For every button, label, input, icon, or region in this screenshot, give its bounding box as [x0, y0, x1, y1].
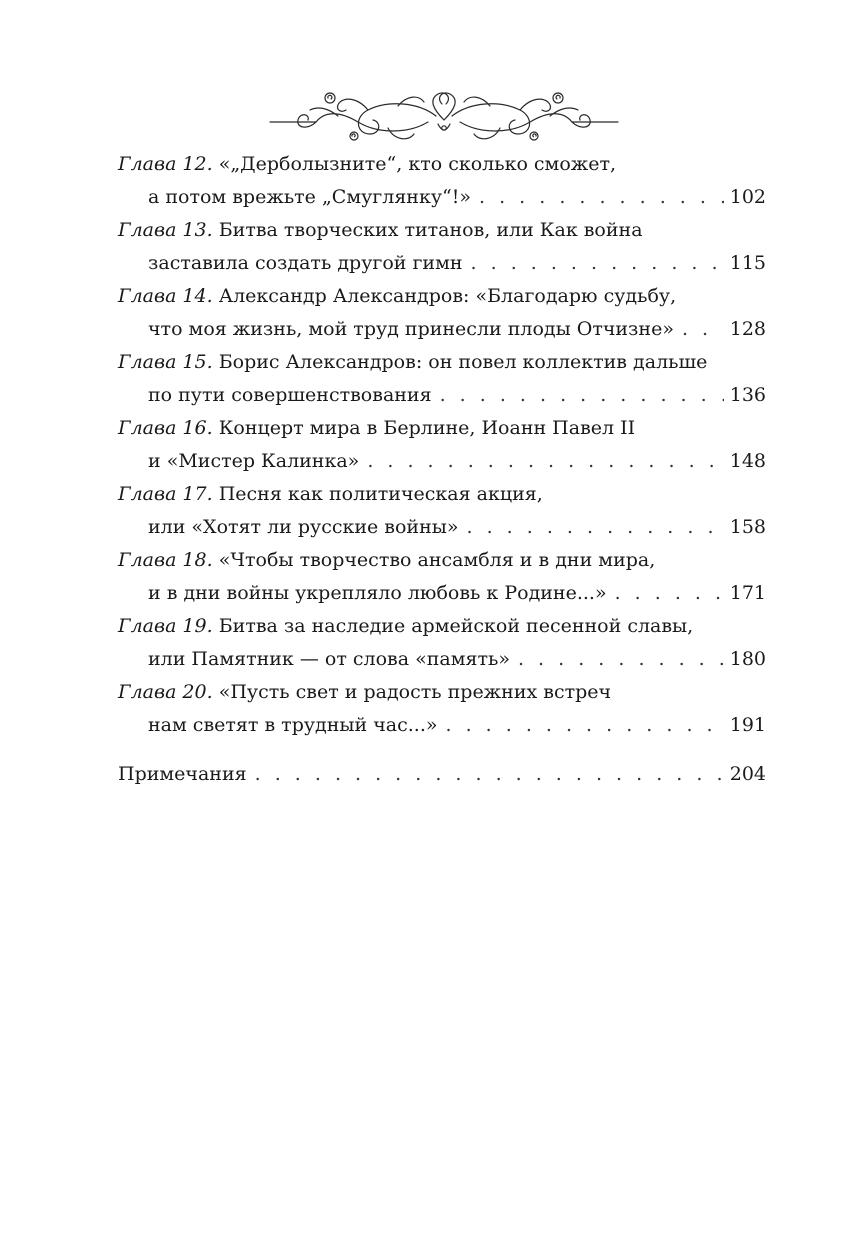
dot-leader: [367, 445, 723, 478]
dot-leader: [615, 577, 724, 610]
page-number: 158: [729, 516, 766, 538]
chapter-title-line1: Александр Александров: «Благодарю судьбу,: [218, 285, 677, 307]
chapter-title-line2: или «Хотят ли русские войны»: [148, 516, 459, 538]
chapter-label: Глава 20.: [118, 681, 213, 703]
chapter-title-line2: или Памятник — от слова «память»: [148, 648, 510, 670]
chapter-title-line2: а потом врежьте „Смуглянку“!»: [148, 186, 471, 208]
chapter-title-line1: Битва творческих титанов, или Как война: [218, 219, 643, 241]
dot-leader: [471, 247, 724, 280]
dot-leader: [518, 643, 724, 676]
chapter-title-line1: Концерт мира в Берлине, Иоанн Павел II: [218, 417, 636, 439]
dot-leader: [255, 758, 724, 791]
chapter-label: Глава 16.: [118, 417, 213, 439]
chapter-title-line1: Песня как политическая акция,: [218, 483, 543, 505]
page-number: 148: [729, 450, 766, 472]
chapter-title-line2: нам светят в трудный час...»: [148, 714, 438, 736]
dot-leader: [682, 313, 724, 346]
chapter-title-line2: и «Мистер Калинка»: [148, 450, 360, 472]
chapter-title-line2: заставила создать другой гимн: [148, 252, 463, 274]
toc-entry[interactable]: [118, 544, 766, 610]
chapter-title-line1: «Чтобы творчество ансамбля и в дни мира,: [218, 549, 656, 571]
page-number: 102: [729, 186, 766, 208]
chapter-label: Глава 15.: [118, 351, 213, 373]
chapter-label: Глава 14.: [118, 285, 213, 307]
page-number: 180: [729, 648, 766, 670]
toc-entry[interactable]: [118, 346, 766, 412]
table-of-contents: [118, 148, 766, 791]
chapter-title-line2: по пути совершенствования: [148, 384, 432, 406]
toc-entry[interactable]: [118, 676, 766, 742]
dot-leader: [479, 181, 724, 214]
dot-leader: [440, 379, 724, 412]
chapter-label: Глава 12.: [118, 153, 213, 175]
decorative-ornament-icon: [268, 82, 620, 152]
chapter-label: Глава 18.: [118, 549, 213, 571]
notes-title: Примечания: [118, 763, 247, 785]
page-number: 191: [729, 714, 766, 736]
chapter-title-line1: Борис Александров: он повел коллектив дальше: [218, 351, 708, 373]
toc-entry[interactable]: [118, 478, 766, 544]
toc-entry[interactable]: [118, 280, 766, 346]
page-number: 136: [729, 384, 766, 406]
toc-entry[interactable]: [118, 214, 766, 280]
toc-entry[interactable]: [118, 412, 766, 478]
toc-entry-notes[interactable]: [118, 758, 766, 791]
toc-entry[interactable]: [118, 610, 766, 676]
dot-leader: [467, 511, 724, 544]
chapter-title-line2: и в дни войны укрепляло любовь к Родине...»: [148, 582, 607, 604]
chapter-label: Глава 13.: [118, 219, 213, 241]
chapter-title-line1: «Пусть свет и радость прежних встреч: [218, 681, 612, 703]
dot-leader: [446, 709, 724, 742]
page-number: 171: [729, 582, 766, 604]
chapter-title-line1: «„Дерболызните“, кто сколько сможет,: [218, 153, 617, 175]
chapter-title-line1: Битва за наследие армейской песенной славы,: [218, 615, 694, 637]
chapter-label: Глава 17.: [118, 483, 213, 505]
page-number: 204: [729, 763, 766, 785]
page-number: 128: [729, 318, 766, 340]
chapter-label: Глава 19.: [118, 615, 213, 637]
chapter-title-line2: что моя жизнь, мой труд принесли плоды Отчизне»: [148, 318, 674, 340]
toc-entry[interactable]: [118, 148, 766, 214]
page-number: 115: [729, 252, 766, 274]
